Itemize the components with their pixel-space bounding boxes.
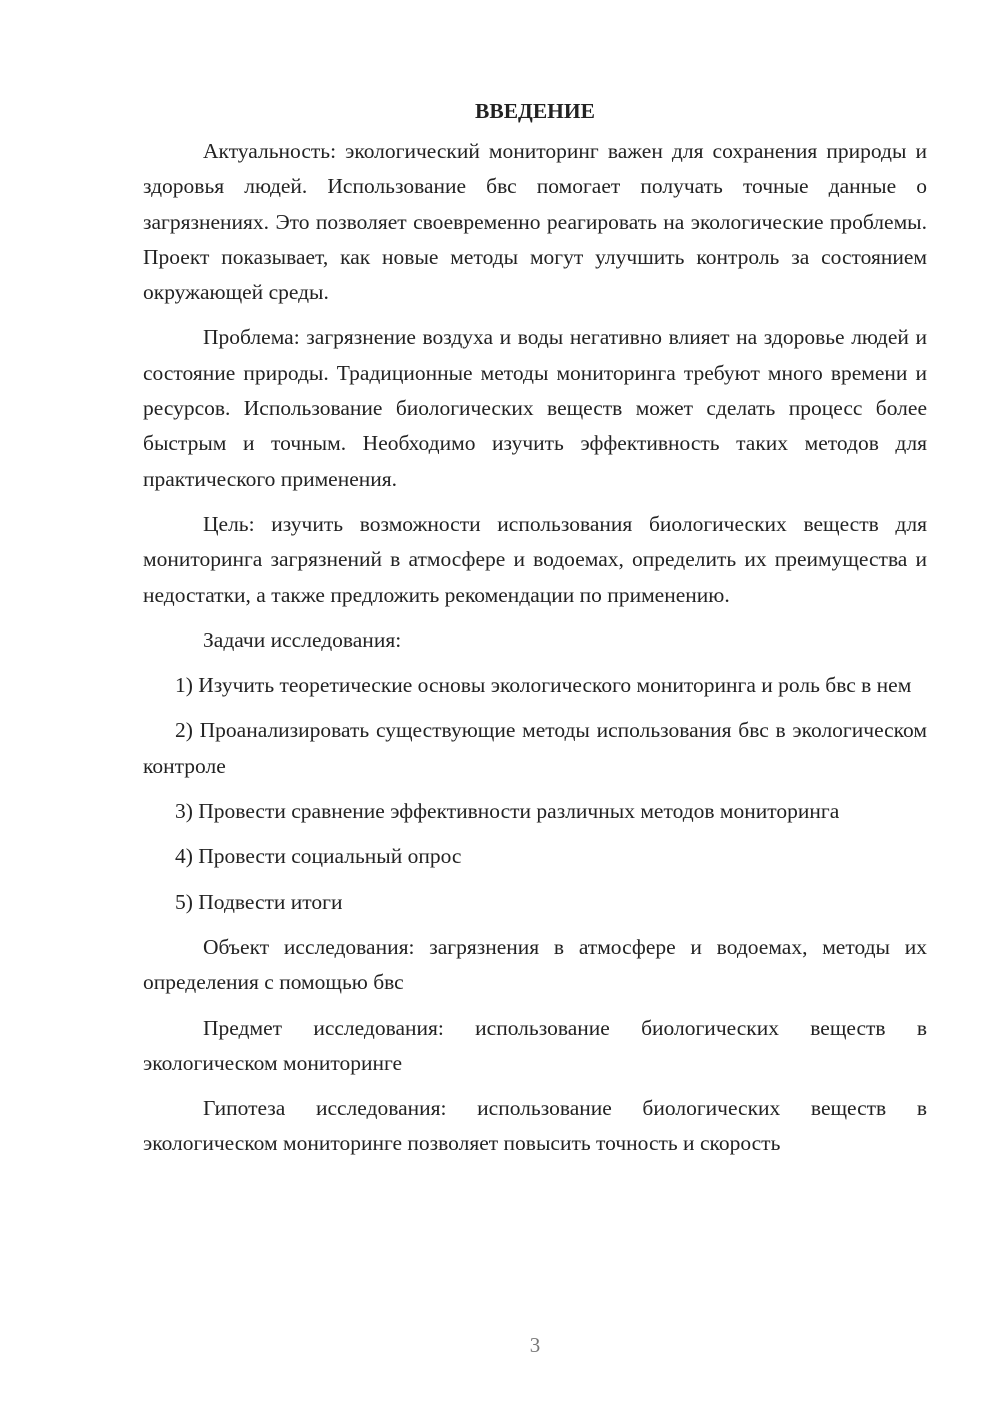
task-item-2: 2) Проанализировать существующие методы использования бвс в экологическом контроле <box>143 718 927 778</box>
task-item-4: 4) Провести социальный опрос <box>175 844 462 869</box>
paragraph-relevance: Актуальность: экологический мониторинг важен для сохранения природы и здоровья людей. Использование бвс помогает получать точные данные о загрязнениях. Это позволяет своевременно реагировать на экологические проблемы. Проект показывает, как новые методы могут улучшить контроль за состоянием окружающей среды. <box>143 139 927 305</box>
paragraph-tasks-heading: Задачи исследования: <box>203 627 402 652</box>
paragraph-object: Объект исследования: загрязнения в атмосфере и водоемах, методы их определения с помощью бвс <box>143 934 927 995</box>
section-title: ВВЕДЕНИЕ <box>475 99 595 123</box>
document-page <box>143 94 927 1172</box>
task-item-5: 5) Подвести итоги <box>175 889 343 914</box>
paragraph-hypothesis: Гипотеза исследования: использование биологических веществ в экологическом мониторинге позволяет повысить точность и скорость <box>143 1096 927 1156</box>
paragraph-subject: Предмет исследования: использование биологических веществ в экологическом мониторинге <box>143 1015 927 1075</box>
task-item-3: 3) Провести сравнение эффективности различных методов мониторинга <box>175 799 840 824</box>
page-number: 3 <box>529 1333 541 1357</box>
paragraph-goal: Цель: изучить возможности использования биологических веществ для мониторинга загрязнений в атмосфере и водоемах, определить их преимущества и недостатки, а также предложить рекомендации по применению. <box>143 511 927 607</box>
paragraph-problem: Проблема: загрязнение воздуха и воды негативно влияет на здоровье людей и состояние природы. Традиционные методы мониторинга требуют много времени и ресурсов. Использование биологических веществ может сделать процесс более быстрым и точным. Необходимо изучить эффективность таких методов для практического применения. <box>143 325 927 491</box>
task-item-1: 1) Изучить теоретические основы экологического мониторинга и роль бвс в нем <box>175 673 912 698</box>
